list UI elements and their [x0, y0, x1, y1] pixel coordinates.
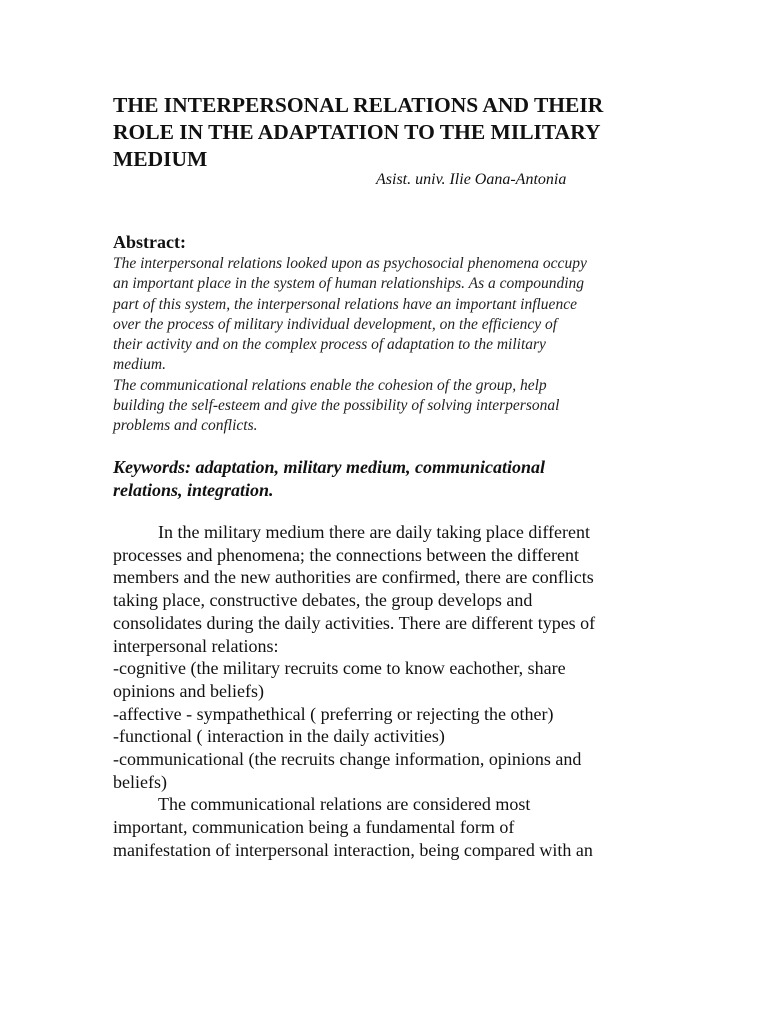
- body-line: processes and phenomena; the connections between the different: [113, 544, 579, 565]
- list-item-communicational: -communicational (the recruits change information, opinions and: [113, 749, 582, 770]
- abstract-line: The interpersonal relations looked upon as psychosocial phenomena occupy: [113, 255, 587, 272]
- abstract-line: over the process of military individual development, on the efficiency of: [113, 315, 558, 333]
- paper-title: [113, 92, 673, 173]
- abstract-line: problems and conflicts.: [113, 417, 258, 435]
- body-text: [113, 521, 673, 862]
- abstract-line: The communicational relations enable the cohesion of the group, help: [113, 376, 547, 394]
- body-line: In the military medium there are daily taking place different: [158, 522, 590, 542]
- abstract-body: [113, 254, 673, 437]
- list-item-cognitive: -cognitive (the military recruits come to know eachother, share: [113, 658, 566, 679]
- abstract-heading: Abstract:: [113, 232, 186, 252]
- body-line: important, communication being a fundamental form of: [113, 817, 515, 838]
- keywords-line: relations, integration.: [113, 479, 274, 500]
- abstract-line: an important place in the system of human relationships. As a compounding: [113, 275, 585, 293]
- body-line: members and the new authorities are confirmed, there are conflicts: [113, 567, 594, 588]
- author-line: Asist. univ. Ilie Oana-Antonia: [376, 171, 567, 188]
- body-line: interpersonal relations:: [113, 635, 279, 656]
- abstract-line: building the self-esteem and give the possibility of solving interpersonal: [113, 397, 560, 415]
- list-item-affective: -affective - sympathethical ( preferring or rejecting the other): [113, 703, 554, 724]
- body-line: taking place, constructive debates, the group develops and: [113, 590, 533, 611]
- title-line: THE INTERPERSONAL RELATIONS AND THEIR: [113, 93, 604, 117]
- keywords-line: Keywords: adaptation, military medium, communicational: [113, 457, 546, 477]
- title-line: ROLE IN THE ADAPTATION TO THE MILITARY: [113, 120, 601, 144]
- body-line: consolidates during the daily activities. There are different types of: [113, 612, 596, 633]
- body-line: opinions and beliefs): [113, 680, 264, 701]
- abstract-line: medium.: [113, 356, 166, 374]
- keywords: [113, 456, 673, 501]
- body-line: The communicational relations are considered most: [158, 794, 531, 815]
- list-item-functional: -functional ( interaction in the daily activities): [113, 726, 445, 747]
- body-line: beliefs): [113, 771, 167, 792]
- abstract-line: their activity and on the complex process of adaptation to the military: [113, 336, 546, 354]
- title-line: MEDIUM: [113, 147, 208, 171]
- body-line: manifestation of interpersonal interaction, being compared with an: [113, 839, 593, 860]
- abstract-line: part of this system, the interpersonal relations have an important influence: [113, 295, 577, 313]
